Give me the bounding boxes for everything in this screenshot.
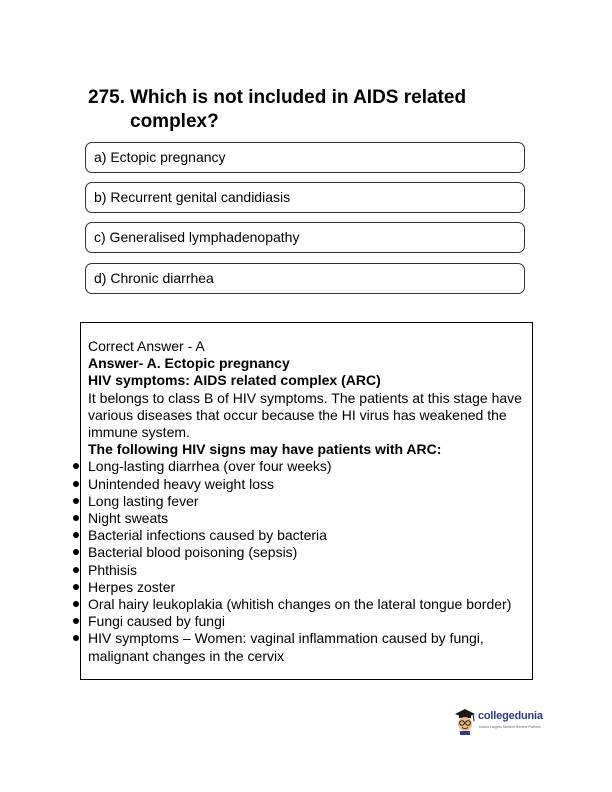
question-line-1 (88, 86, 528, 110)
option-d[interactable]: d) Chronic diarrhea (85, 263, 525, 294)
list-item: Long lasting fever (88, 493, 533, 510)
list-item: Herpes zoster (88, 579, 533, 596)
option-b[interactable]: b) Recurrent genital candidiasis (85, 182, 525, 213)
option-a[interactable]: a) Ectopic pregnancy (85, 142, 525, 173)
list-item: Oral hairy leukoplakia (whitish changes on the lateral tongue border) (88, 596, 533, 613)
symptom-list (88, 458, 533, 664)
collegedunia-logo (453, 707, 563, 737)
question (88, 86, 528, 134)
question-number: 275. (88, 87, 125, 108)
list-item: Night sweats (88, 510, 533, 527)
answer-content (88, 338, 533, 665)
list-item: Bacterial blood poisoning (sepsis) (88, 544, 533, 561)
list-item: Bacterial infections caused by bacteria (88, 527, 533, 544)
logo-name: collegedunia (478, 710, 543, 722)
question-text-1: Which is not included in AIDS related (130, 87, 467, 108)
question-text-2: complex? (130, 111, 219, 132)
answer-heading: Answer- A. Ectopic pregnancy (88, 355, 290, 372)
answer-description: It belongs to class B of HIV symptoms. The patients at this stage have various diseases that occur because the HI virus has weakened the immune system. (88, 389, 522, 441)
list-heading: The following HIV signs may have patients with ARC: (88, 441, 442, 458)
list-item: Long-lasting diarrhea (over four weeks) (88, 458, 533, 475)
list-item: Unintended heavy weight loss (88, 476, 533, 493)
list-item: Fungi caused by fungi (88, 613, 533, 630)
list-item: HIV symptoms – Women: vaginal inflammation caused by fungi, malignant changes in the cervix (88, 630, 533, 664)
logo-tagline: India's Largest Student Review Platform (479, 725, 542, 729)
answer-subheading: HIV symptoms: AIDS related complex (ARC) (88, 372, 381, 389)
answer-explanation-box (80, 322, 533, 680)
mascot-icon (453, 707, 477, 735)
list-item: Phthisis (88, 562, 533, 579)
correct-answer: Correct Answer - A (88, 338, 205, 354)
option-c[interactable]: c) Generalised lymphadenopathy (85, 222, 525, 253)
